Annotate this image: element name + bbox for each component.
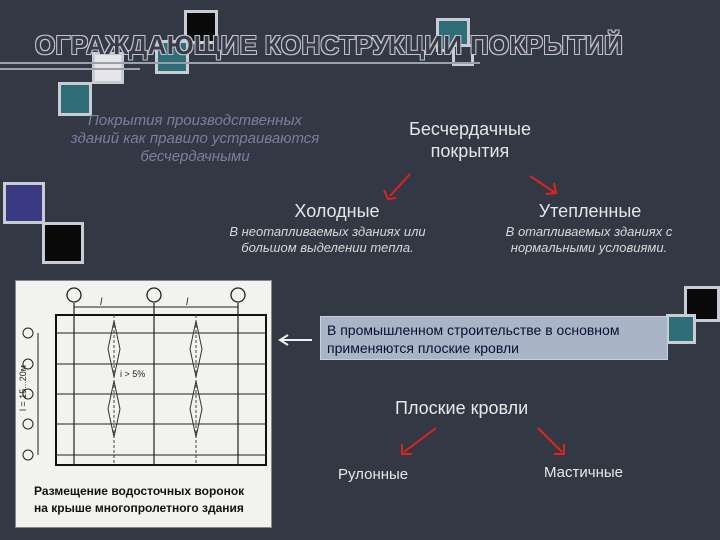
- roof-drainage-drawing: [15, 280, 272, 528]
- mastic-roofs-label: Мастичные: [544, 464, 623, 481]
- intro-note: Покрытия производственных зданий как правило устраиваются бесчердачными: [70, 112, 320, 165]
- cold-label: Холодные: [294, 201, 380, 221]
- decorative-square: [3, 182, 45, 224]
- insulated-label: Утепленные: [538, 201, 642, 221]
- slide-title: ОГРАЖДАЮЩИЕ КОНСТРУКЦИИ ПОКРЫТИЙ: [35, 30, 624, 60]
- decorative-square: [42, 222, 84, 264]
- red-arrow: [396, 424, 440, 458]
- flat-roofs-callout: В промышленном строительстве в основном применяются плоские кровли: [320, 316, 668, 360]
- decorative-square: [58, 82, 92, 116]
- rolled-roofs-label: Рулонные: [338, 466, 409, 483]
- cold-description: В неотапливаемых зданиях или большом выделении тепла.: [229, 224, 426, 255]
- insulated-description: В отапливаемых зданиях с нормальными условиями.: [505, 224, 673, 255]
- left-arrow: [276, 332, 316, 348]
- main-heading: Бесчердачные покрытия: [409, 119, 531, 161]
- flat-roofs-heading: Плоские кровли: [395, 398, 529, 418]
- red-arrow: [380, 170, 416, 204]
- title-underline: [0, 62, 480, 64]
- red-arrow: [534, 424, 570, 458]
- span-label: l: [186, 297, 189, 308]
- span-label: l: [100, 297, 103, 308]
- drawing-caption: Размещение водосточных воронок на крыше многопролетного здания: [34, 484, 245, 515]
- title-underline: [0, 68, 140, 70]
- slope-label: i > 5%: [120, 369, 146, 379]
- red-arrow: [526, 172, 562, 198]
- axis-length-label: l = 15...20м: [18, 365, 28, 411]
- decorative-square: [666, 314, 696, 344]
